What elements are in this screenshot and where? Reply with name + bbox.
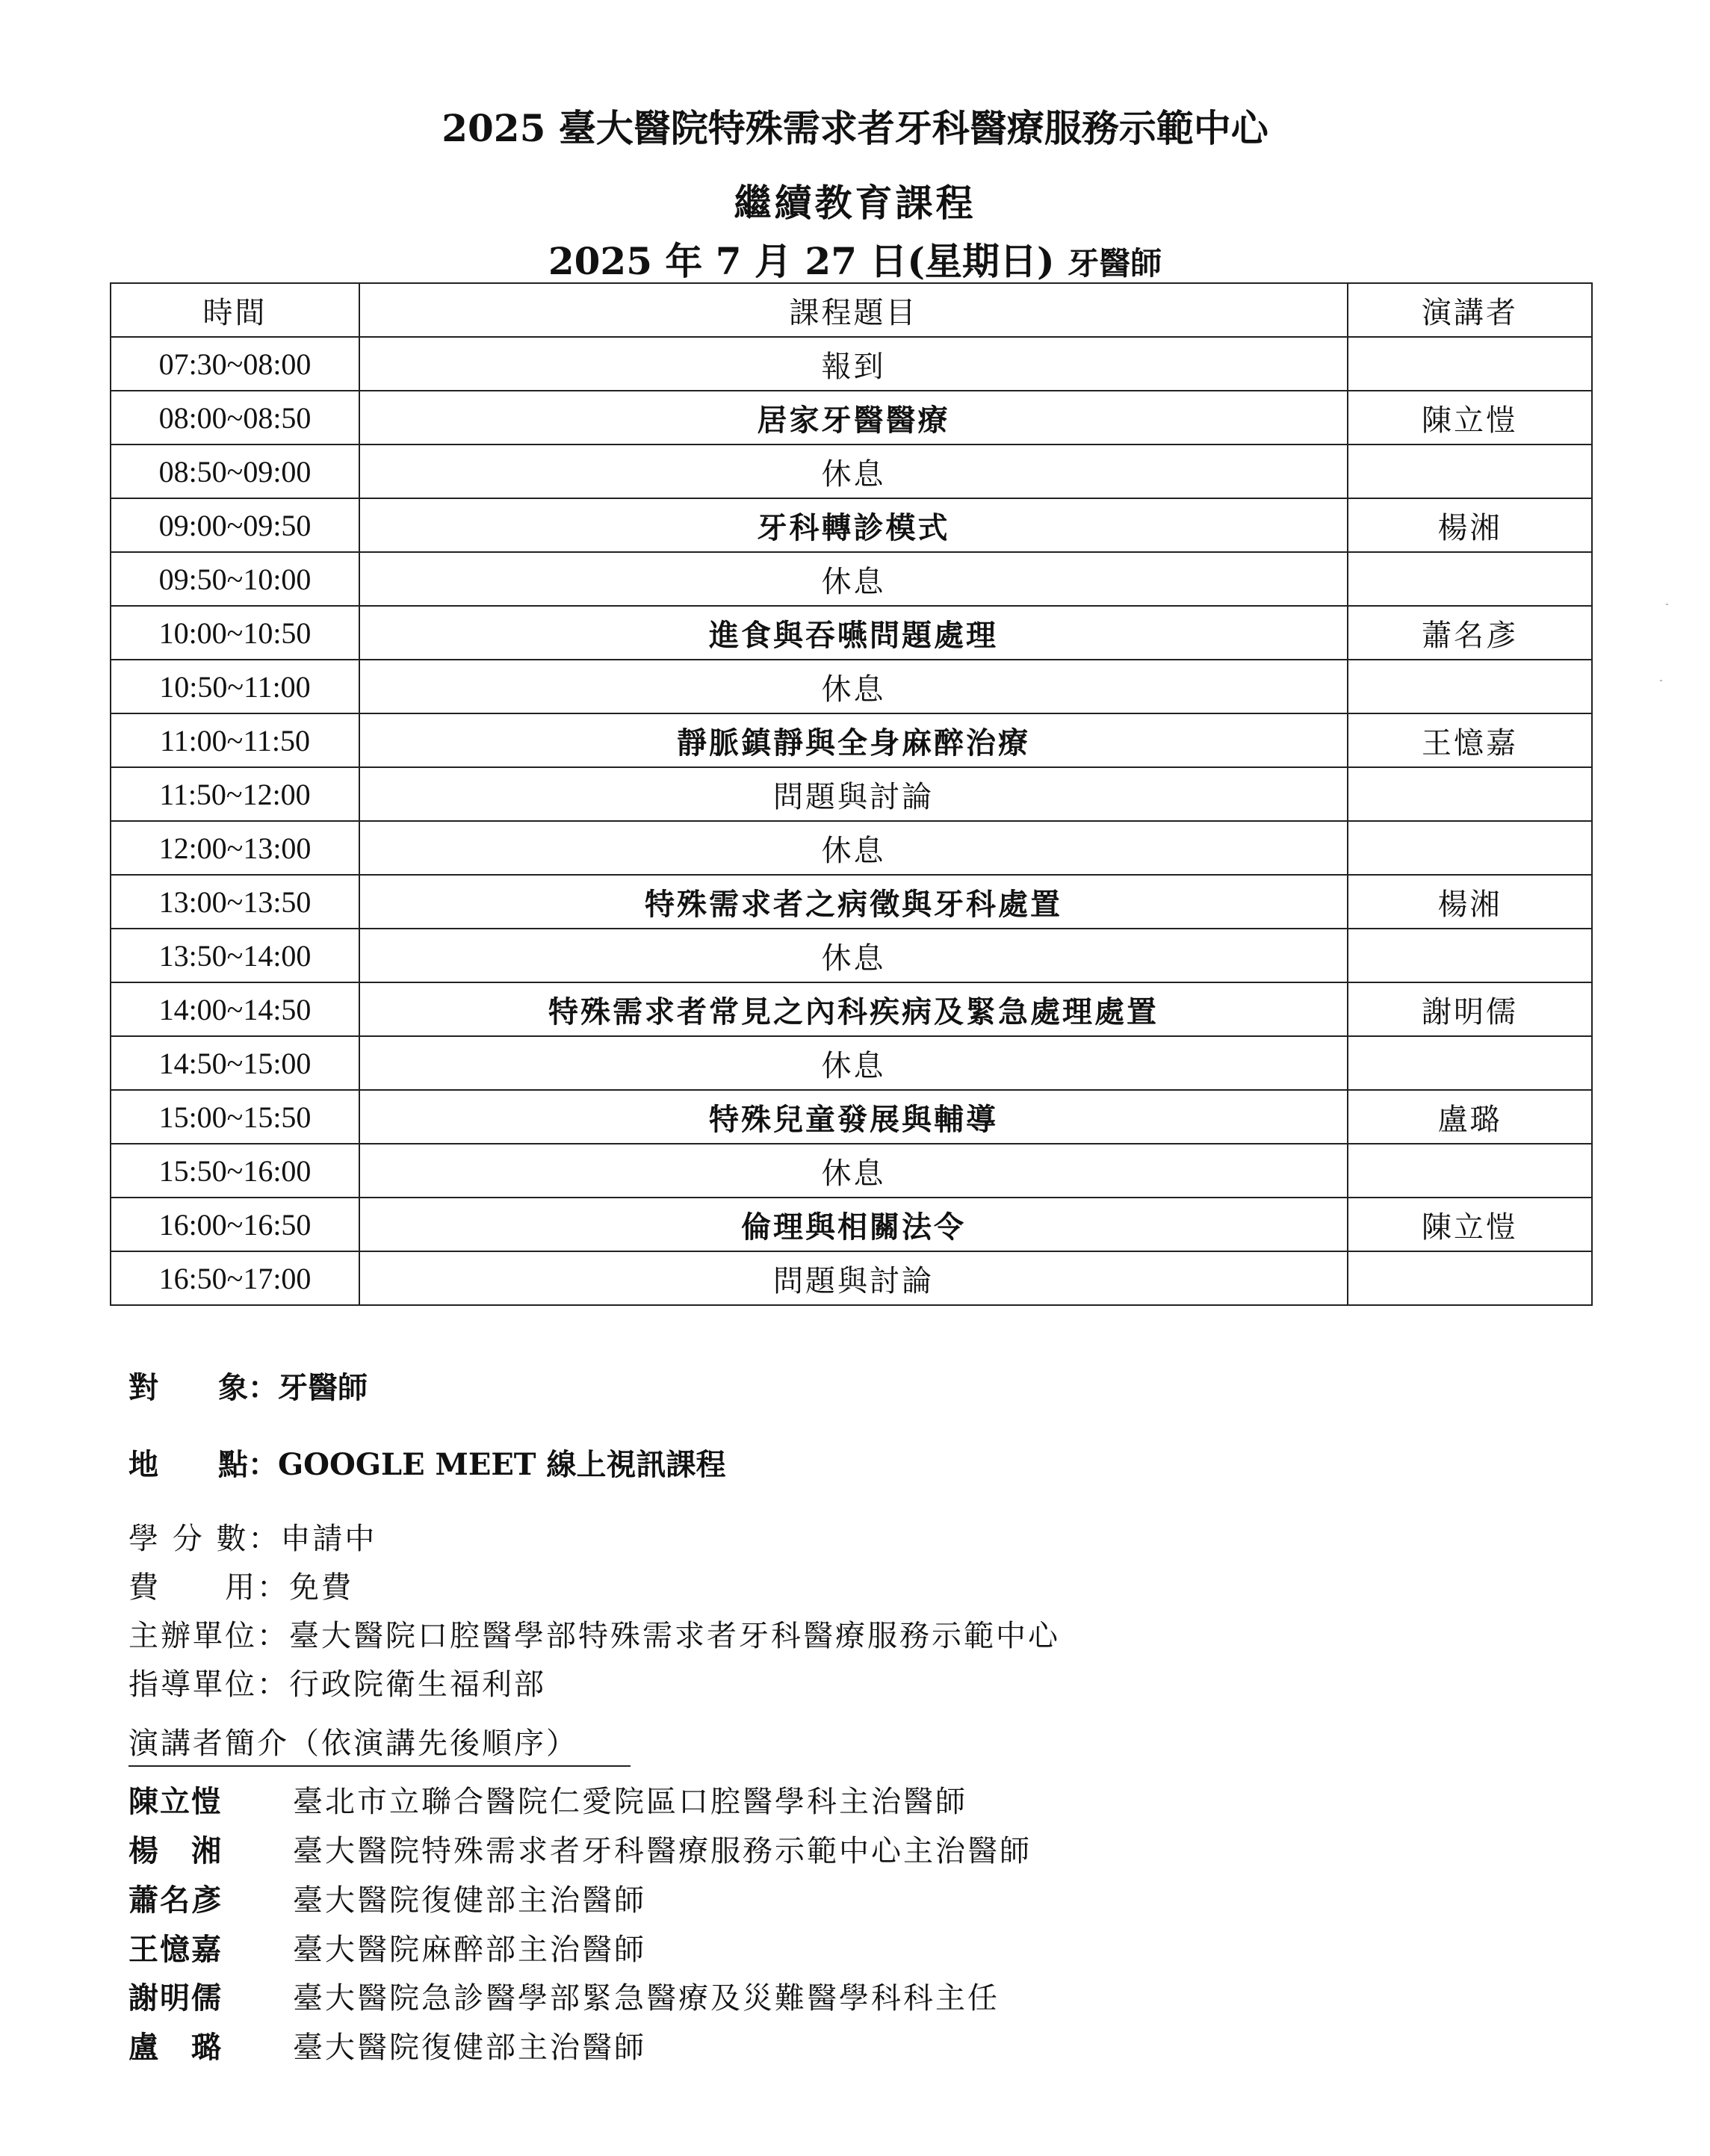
speaker-cell	[1348, 444, 1592, 498]
speaker-bio	[128, 1877, 646, 1919]
table-row	[111, 606, 1592, 660]
speaker-cell: 陳立愷	[1348, 391, 1592, 444]
time-cell: 10:50~11:00	[111, 660, 359, 713]
topic-cell: 休息	[359, 1036, 1348, 1090]
speaker-intro-heading: 演講者簡介（依演講先後順序）	[128, 1720, 631, 1767]
time-cell: 07:30~08:00	[111, 337, 359, 391]
topic-cell: 休息	[359, 444, 1348, 498]
table-row	[111, 982, 1592, 1036]
info-organizer-label: 主辦單位：	[128, 1619, 289, 1653]
speaker-cell	[1348, 1036, 1592, 1090]
table-row	[111, 929, 1592, 982]
speaker-bio	[128, 1926, 646, 1968]
topic-cell: 特殊需求者常見之內科疾病及緊急處理處置	[359, 982, 1348, 1036]
speaker-bio	[128, 1778, 967, 1821]
info-supervisor	[128, 1661, 546, 1703]
speaker-cell	[1348, 767, 1592, 821]
schedule-table	[110, 282, 1593, 1306]
info-credits	[128, 1515, 377, 1558]
topic-cell: 特殊兒童發展與輔導	[359, 1090, 1348, 1144]
speaker-bio	[128, 1974, 1000, 2017]
speaker-cell: 楊湘	[1348, 875, 1592, 929]
speaker-cell	[1348, 1144, 1592, 1198]
table-row	[111, 444, 1592, 498]
topic-cell: 問題與討論	[359, 767, 1348, 821]
info-credits-value: 申請中	[280, 1522, 377, 1556]
speaker-cell: 謝明儒	[1348, 982, 1592, 1036]
document-subtitle: 繼續教育課程	[734, 181, 976, 225]
time-cell: 16:00~16:50	[111, 1198, 359, 1251]
time-cell: 15:00~15:50	[111, 1090, 359, 1144]
table-header-row	[111, 283, 1592, 337]
speaker-desc: 臺大醫院麻醉部主治醫師	[293, 1933, 646, 1967]
table-row	[111, 1090, 1592, 1144]
table-row	[111, 337, 1592, 391]
time-cell: 14:00~14:50	[111, 982, 359, 1036]
topic-cell: 報到	[359, 337, 1348, 391]
course-date	[0, 232, 1710, 285]
time-cell: 09:00~09:50	[111, 498, 359, 552]
topic-cell: 休息	[359, 1144, 1348, 1198]
speaker-name: 王憶嘉	[128, 1932, 223, 1967]
time-cell: 13:00~13:50	[111, 875, 359, 929]
table-row	[111, 1144, 1592, 1198]
table-row	[111, 552, 1592, 606]
info-supervisor-value: 行政院衛生福利部	[289, 1667, 546, 1702]
speaker-cell: 盧璐	[1348, 1090, 1592, 1144]
info-location-value: GOOGLE MEET 線上視訊課程	[278, 1447, 726, 1482]
info-supervisor-label: 指導單位：	[128, 1667, 289, 1702]
speaker-cell	[1348, 1251, 1592, 1305]
time-cell: 13:50~14:00	[111, 929, 359, 982]
info-fee	[128, 1564, 353, 1606]
scan-speck	[1660, 680, 1662, 681]
time-cell: 10:00~10:50	[111, 606, 359, 660]
time-cell: 14:50~15:00	[111, 1036, 359, 1090]
info-audience	[128, 1364, 368, 1407]
speaker-cell: 蕭名彥	[1348, 606, 1592, 660]
table-row	[111, 821, 1592, 875]
scan-speck	[1666, 604, 1668, 605]
info-organizer	[128, 1612, 1060, 1655]
header-time: 時間	[111, 283, 359, 337]
schedule-body	[111, 337, 1592, 1305]
topic-cell: 倫理與相關法令	[359, 1198, 1348, 1251]
time-cell: 11:50~12:00	[111, 767, 359, 821]
info-location-label: 地 點：	[128, 1447, 278, 1482]
topic-cell: 特殊需求者之病徵與牙科處置	[359, 875, 1348, 929]
speaker-desc: 臺大醫院特殊需求者牙科醫療服務示範中心主治醫師	[293, 1834, 1032, 1868]
table-row	[111, 1198, 1592, 1251]
speaker-desc: 臺北市立聯合醫院仁愛院區口腔醫學科主治醫師	[293, 1785, 967, 1819]
info-credits-label: 學 分 數：	[128, 1522, 281, 1556]
table-row	[111, 713, 1592, 767]
table-row	[111, 498, 1592, 552]
info-fee-value: 免費	[289, 1570, 353, 1605]
topic-cell: 休息	[359, 821, 1348, 875]
header-topic: 課程題目	[359, 283, 1348, 337]
speaker-cell	[1348, 660, 1592, 713]
course-audience-text: 牙醫師	[1068, 245, 1162, 282]
info-audience-label: 對 象：	[128, 1370, 278, 1405]
speaker-cell	[1348, 337, 1592, 391]
topic-cell: 進食與吞嚥問題處理	[359, 606, 1348, 660]
speaker-desc: 臺大醫院復健部主治醫師	[293, 2030, 646, 2065]
time-cell: 11:00~11:50	[111, 713, 359, 767]
table-row	[111, 1251, 1592, 1305]
time-cell: 08:00~08:50	[111, 391, 359, 444]
topic-cell: 休息	[359, 929, 1348, 982]
speaker-name: 陳立愷	[128, 1784, 223, 1819]
table-row	[111, 391, 1592, 444]
topic-cell: 問題與討論	[359, 1251, 1348, 1305]
speaker-name: 盧 璐	[128, 2030, 223, 2065]
time-cell: 16:50~17:00	[111, 1251, 359, 1305]
info-organizer-value: 臺大醫院口腔醫學部特殊需求者牙科醫療服務示範中心	[289, 1619, 1060, 1653]
speaker-cell	[1348, 821, 1592, 875]
course-date-text: 2025 年 7 月 27 日(星期日)	[548, 239, 1055, 283]
time-cell: 12:00~13:00	[111, 821, 359, 875]
document-title: 2025 臺大醫院特殊需求者牙科醫療服務示範中心	[442, 106, 1268, 150]
topic-cell: 休息	[359, 660, 1348, 713]
speaker-bio	[128, 1827, 1032, 1870]
time-cell: 15:50~16:00	[111, 1144, 359, 1198]
speaker-name: 楊 湘	[128, 1833, 223, 1868]
speaker-bio	[128, 2024, 646, 2066]
speaker-cell: 陳立愷	[1348, 1198, 1592, 1251]
table-row	[111, 660, 1592, 713]
topic-cell: 牙科轉診模式	[359, 498, 1348, 552]
time-cell: 09:50~10:00	[111, 552, 359, 606]
speaker-cell	[1348, 929, 1592, 982]
topic-cell: 休息	[359, 552, 1348, 606]
table-row	[111, 875, 1592, 929]
speaker-name: 蕭名彥	[128, 1883, 223, 1918]
table-row	[111, 767, 1592, 821]
speaker-cell: 王憶嘉	[1348, 713, 1592, 767]
speaker-cell: 楊湘	[1348, 498, 1592, 552]
speaker-desc: 臺大醫院復健部主治醫師	[293, 1883, 646, 1918]
info-fee-label: 費 用：	[128, 1570, 289, 1605]
topic-cell: 居家牙醫醫療	[359, 391, 1348, 444]
time-cell: 08:50~09:00	[111, 444, 359, 498]
table-row	[111, 1036, 1592, 1090]
speaker-cell	[1348, 552, 1592, 606]
header-speaker: 演講者	[1348, 283, 1592, 337]
info-audience-value: 牙醫師	[278, 1370, 368, 1405]
info-location	[128, 1441, 726, 1484]
topic-cell: 靜脈鎮靜與全身麻醉治療	[359, 713, 1348, 767]
speaker-desc: 臺大醫院急診醫學部緊急醫療及災難醫學科科主任	[293, 1981, 1000, 2016]
speaker-name: 謝明儒	[128, 1980, 223, 2016]
